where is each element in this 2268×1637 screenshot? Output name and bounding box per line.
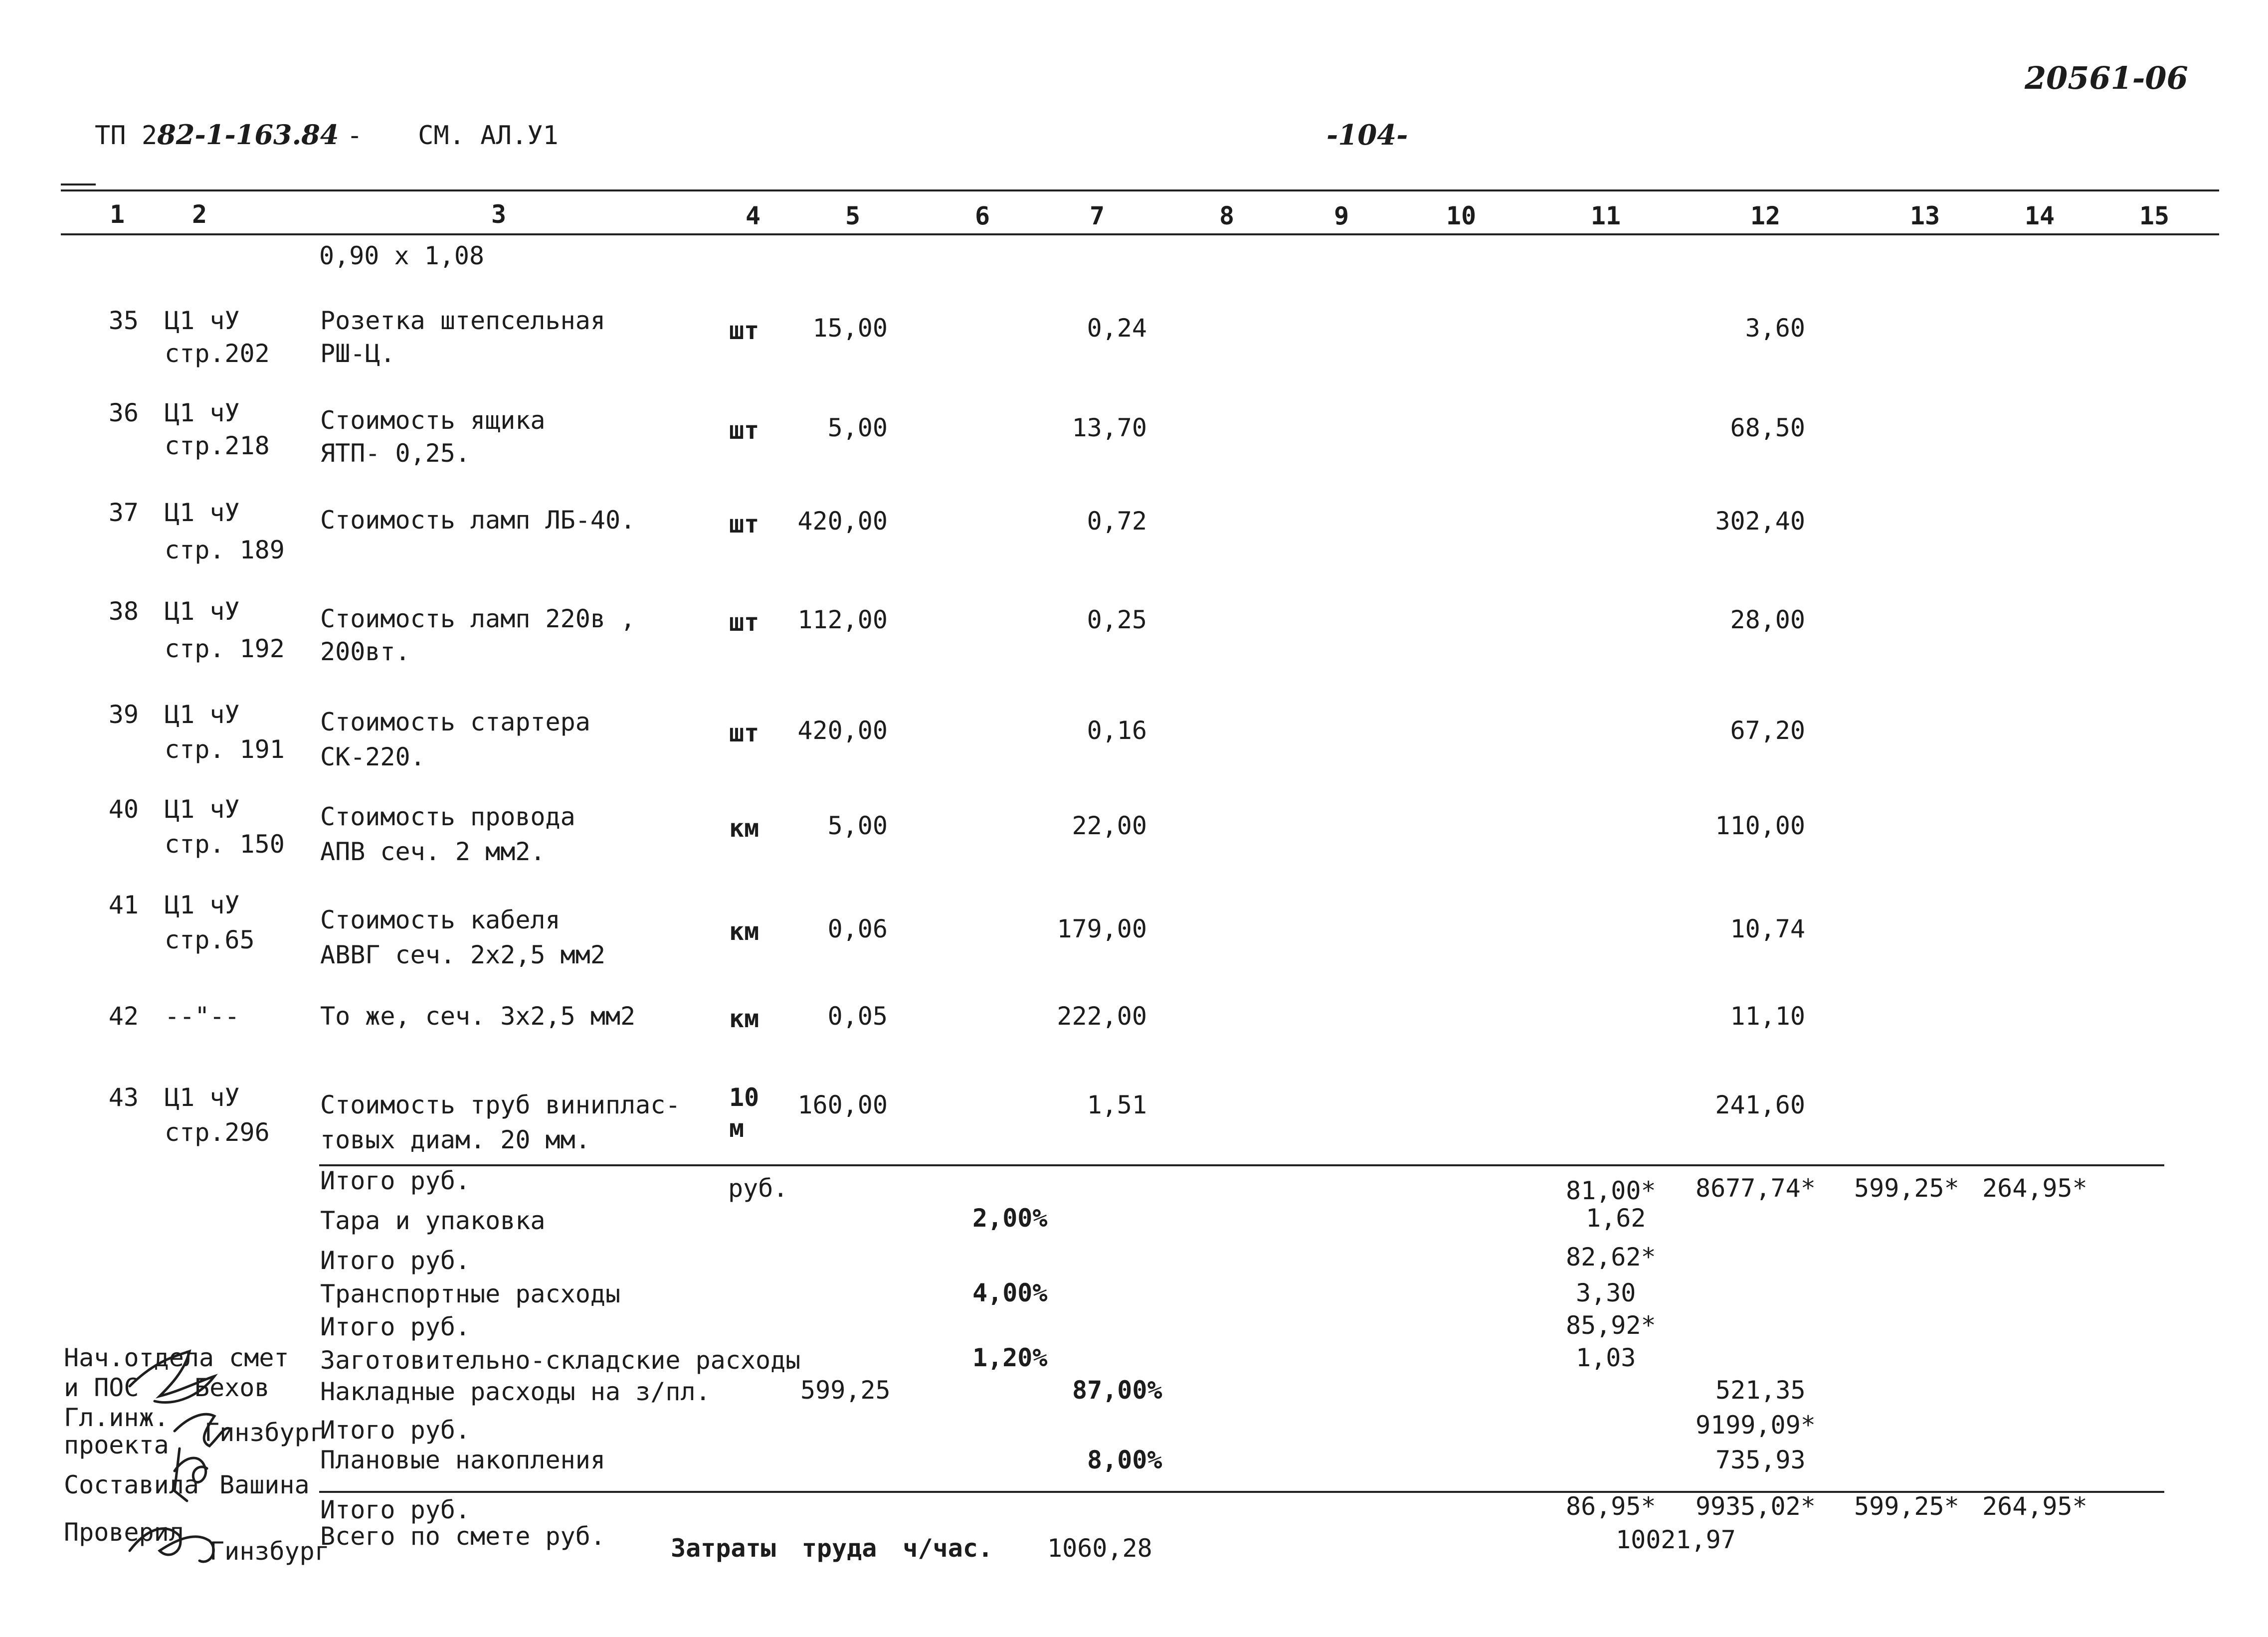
row-name: Стоимость кабеля bbox=[320, 906, 561, 934]
col-num-13: 13 bbox=[1909, 201, 1940, 230]
summary-col11: 1,03 bbox=[1576, 1343, 1636, 1372]
row-number: 37 bbox=[108, 498, 139, 527]
row-name: Розетка штепсельная bbox=[320, 306, 605, 335]
col-num-3: 3 bbox=[491, 200, 507, 229]
row-number: 39 bbox=[108, 700, 139, 729]
row-qty: 112,00 bbox=[797, 605, 888, 634]
col-num-9: 9 bbox=[1333, 201, 1349, 230]
row-unit: шт bbox=[729, 510, 759, 539]
row-unit-cont: м bbox=[729, 1114, 745, 1143]
row-total: 67,20 bbox=[1730, 716, 1805, 745]
row-qty: 15,00 bbox=[812, 314, 888, 343]
summary-label: Итого руб. bbox=[320, 1312, 471, 1341]
row-unit: км bbox=[729, 917, 759, 946]
summary-col11: 81,00* bbox=[1566, 1176, 1656, 1205]
header-bottom-rule bbox=[61, 233, 2219, 235]
table-top-rule bbox=[61, 189, 2219, 191]
row-qty: 0,06 bbox=[827, 914, 888, 943]
row-total: 10,74 bbox=[1730, 914, 1805, 943]
row-unit: шт bbox=[729, 316, 759, 345]
summary-label: Итого руб. bbox=[320, 1166, 471, 1195]
row-name: То же, сеч. 3х2,5 мм2 bbox=[320, 1002, 636, 1031]
row-ref-page: стр. 191 bbox=[165, 735, 285, 764]
signer-title: проекта bbox=[64, 1431, 169, 1459]
row-price: 1,51 bbox=[1087, 1091, 1147, 1119]
row-price: 0,25 bbox=[1087, 605, 1147, 634]
summary-col13: 599,25* bbox=[1854, 1174, 1959, 1203]
summary-base: 599,25 bbox=[800, 1376, 891, 1405]
summary-unit: руб. bbox=[728, 1174, 788, 1203]
row-name: Стоимость провода bbox=[320, 802, 575, 831]
row-name: Стоимость ящика bbox=[320, 406, 546, 435]
row-price: 0,24 bbox=[1087, 314, 1147, 343]
signer-name: Гинзбург bbox=[209, 1537, 330, 1566]
signer-name: Бехов bbox=[194, 1373, 270, 1402]
table-top-rule-stub bbox=[61, 183, 96, 185]
summary-col11: 85,92* bbox=[1566, 1311, 1656, 1340]
row-unit: 10 bbox=[729, 1083, 759, 1112]
col-num-4: 4 bbox=[745, 201, 761, 230]
summary-label: Тара и упаковка bbox=[320, 1206, 546, 1235]
summary-col11: 3,30 bbox=[1576, 1278, 1636, 1307]
row-number: 38 bbox=[108, 597, 139, 626]
row-number: 35 bbox=[108, 306, 139, 335]
row-ref: Ц1 чУ bbox=[165, 795, 240, 824]
row-total: 241,60 bbox=[1715, 1091, 1805, 1119]
summary-rate: 87,00% bbox=[1072, 1376, 1162, 1405]
signer-name: Вашина bbox=[219, 1470, 310, 1499]
row-unit: км bbox=[729, 814, 759, 843]
col-num-6: 6 bbox=[974, 201, 990, 230]
row-ref: Ц1 чУ bbox=[165, 306, 240, 335]
row-ref-page: стр.65 bbox=[165, 925, 255, 954]
row-ref-page: стр.296 bbox=[165, 1118, 270, 1147]
doc-ref-dash: - bbox=[347, 121, 363, 151]
row-name-cont: СК-220. bbox=[320, 742, 425, 771]
summary-col12: 735,93 bbox=[1715, 1446, 1806, 1474]
row-name-cont: ЯТП- 0,25. bbox=[320, 439, 471, 468]
row-unit: км bbox=[729, 1004, 759, 1033]
row-name: Стоимость ламп 220в , bbox=[320, 604, 636, 633]
row-ref-page: стр.202 bbox=[165, 339, 270, 368]
signer-title: Гл.инж. bbox=[64, 1403, 169, 1432]
row-unit: шт bbox=[729, 416, 759, 445]
summary-label: Транспортные расходы bbox=[320, 1279, 621, 1308]
signer-title: Нач.отдела смет bbox=[64, 1343, 289, 1372]
row-total: 11,10 bbox=[1730, 1002, 1805, 1031]
summary-label: Плановые накопления bbox=[320, 1446, 605, 1474]
summary-col13: 599,25* bbox=[1854, 1492, 1959, 1521]
row-name: Стоимость труб виниплас- bbox=[320, 1091, 681, 1119]
summary-col12: 9199,09* bbox=[1696, 1411, 1816, 1440]
row-ref-page: стр. 189 bbox=[165, 536, 285, 564]
row-name-cont: РШ-Ц. bbox=[320, 339, 395, 368]
row-ref-page: стр. 150 bbox=[165, 830, 285, 859]
summary-label: Накладные расходы на з/пл. bbox=[320, 1377, 711, 1406]
summary-col12: 521,35 bbox=[1715, 1376, 1806, 1405]
summary-col14: 264,95* bbox=[1982, 1492, 2087, 1521]
row-name-cont: 200вт. bbox=[320, 637, 410, 666]
signer-title: Составила bbox=[64, 1470, 199, 1499]
continued-line: 0,90 х 1,08 bbox=[319, 241, 485, 270]
signer-name: Гинзбург bbox=[204, 1418, 325, 1447]
col-num-15: 15 bbox=[2139, 201, 2170, 230]
col-num-5: 5 bbox=[845, 201, 861, 230]
row-price: 179,00 bbox=[1057, 914, 1147, 943]
handwritten-signatures-icon bbox=[100, 1341, 329, 1581]
row-total: 302,40 bbox=[1715, 507, 1805, 536]
row-ref: Ц1 чУ bbox=[165, 597, 240, 626]
col-num-1: 1 bbox=[109, 200, 125, 229]
row-ref: Ц1 чУ bbox=[165, 398, 240, 427]
col-num-7: 7 bbox=[1089, 201, 1105, 230]
row-number: 43 bbox=[108, 1083, 139, 1112]
col-num-8: 8 bbox=[1219, 201, 1235, 230]
summary-label: Заготовительно-складские расходы bbox=[320, 1346, 801, 1375]
col-num-11: 11 bbox=[1590, 201, 1621, 230]
summary-rate: 4,00% bbox=[972, 1278, 1048, 1307]
summary-rate: 8,00% bbox=[1087, 1446, 1162, 1474]
row-qty: 5,00 bbox=[827, 413, 888, 442]
summary-col11: 1,62 bbox=[1586, 1204, 1646, 1233]
row-number: 41 bbox=[108, 891, 139, 919]
labor-label: Затраты труда ч/час. bbox=[671, 1534, 993, 1563]
row-ref: Ц1 чУ bbox=[165, 1083, 240, 1112]
row-name-cont: АВВГ сеч. 2х2,5 мм2 bbox=[320, 940, 605, 969]
row-qty: 420,00 bbox=[797, 507, 888, 536]
doc-ref-sheet: СМ. АЛ.У1 bbox=[418, 121, 559, 151]
grand-total-value: 10021,97 bbox=[1616, 1525, 1736, 1554]
row-name-cont: АПВ сеч. 2 мм2. bbox=[320, 837, 546, 866]
row-total: 3,60 bbox=[1745, 314, 1805, 343]
doc-ref-number: 82-1-163.84 bbox=[157, 119, 339, 151]
row-price: 222,00 bbox=[1057, 1002, 1147, 1031]
summary-col12: 9935,02* bbox=[1696, 1492, 1816, 1521]
row-number: 36 bbox=[108, 398, 139, 427]
row-price: 22,00 bbox=[1072, 811, 1147, 840]
row-total: 110,00 bbox=[1715, 811, 1805, 840]
grand-total-label: Всего по смете руб. bbox=[320, 1522, 605, 1551]
row-ref: Ц1 чУ bbox=[165, 498, 240, 527]
col-num-10: 10 bbox=[1446, 201, 1477, 230]
row-ref: --"-- bbox=[165, 1002, 240, 1031]
page-number: -104- bbox=[1326, 119, 1408, 152]
summary-rate: 2,00% bbox=[972, 1204, 1048, 1233]
row-qty: 420,00 bbox=[797, 716, 888, 745]
row-name-cont: товых диам. 20 мм. bbox=[320, 1125, 590, 1154]
summary-top-rule bbox=[319, 1164, 2164, 1166]
row-price: 0,16 bbox=[1087, 716, 1147, 745]
row-ref: Ц1 чУ bbox=[165, 891, 240, 919]
row-name: Стоимость ламп ЛБ-40. bbox=[320, 506, 636, 535]
row-qty: 5,00 bbox=[827, 811, 888, 840]
row-ref-page: стр.218 bbox=[165, 431, 270, 460]
doc-ref-prefix: ТП 2 bbox=[95, 121, 158, 151]
summary-rate: 1,20% bbox=[972, 1343, 1048, 1372]
signer-title: Проверил bbox=[64, 1518, 184, 1547]
row-ref-page: стр. 192 bbox=[165, 634, 285, 663]
summary-label: Итого руб. bbox=[320, 1416, 471, 1445]
col-num-2: 2 bbox=[191, 200, 207, 229]
row-name: Стоимость стартера bbox=[320, 708, 590, 736]
row-unit: шт bbox=[729, 719, 759, 747]
archive-number: 20561-06 bbox=[2025, 60, 2188, 96]
summary-label: Итого руб. bbox=[320, 1246, 471, 1275]
row-price: 0,72 bbox=[1087, 507, 1147, 536]
row-number: 42 bbox=[108, 1002, 139, 1031]
row-qty: 0,05 bbox=[827, 1002, 888, 1031]
row-price: 13,70 bbox=[1072, 413, 1147, 442]
col-num-14: 14 bbox=[2024, 201, 2055, 230]
row-total: 28,00 bbox=[1730, 605, 1805, 634]
summary-col14: 264,95* bbox=[1982, 1174, 2087, 1203]
row-total: 68,50 bbox=[1730, 413, 1805, 442]
row-unit: шт bbox=[729, 608, 759, 637]
summary-col12: 8677,74* bbox=[1696, 1174, 1816, 1203]
col-num-12: 12 bbox=[1750, 201, 1781, 230]
labor-value: 1060,28 bbox=[1047, 1534, 1152, 1563]
row-qty: 160,00 bbox=[797, 1091, 888, 1119]
summary-col11: 82,62* bbox=[1566, 1243, 1656, 1272]
summary-col11: 86,95* bbox=[1566, 1492, 1656, 1521]
doc-ref bbox=[95, 119, 559, 151]
signer-title: и ПОС bbox=[64, 1373, 139, 1402]
summary-label: Итого руб. bbox=[320, 1495, 471, 1524]
row-ref: Ц1 чУ bbox=[165, 700, 240, 729]
row-number: 40 bbox=[108, 795, 139, 824]
